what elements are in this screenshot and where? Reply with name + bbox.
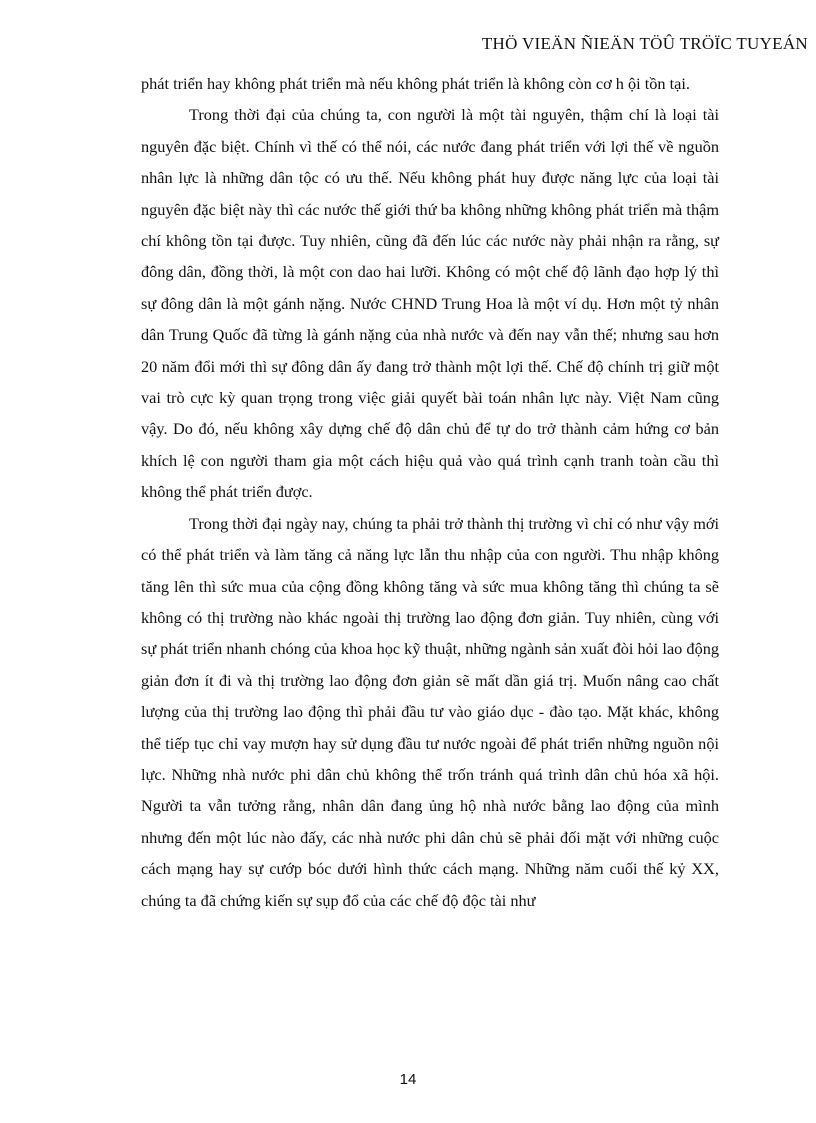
paragraph-continued: phát triển hay không phát triển mà nếu không phát triển là không còn cơ h ội tồn tại. xyxy=(141,74,690,93)
paragraph: Trong thời đại của chúng ta, con người là một tài nguyên, thậm chí là loại tài nguyên đặc biệt. Chính vì thế có thể nói, các nước đang phát triển với lợi thế về nguồn nhân lực là những dân tộc có ưu thế. Nếu không phát huy được năng lực của loại tài nguyên đặc biệt này thì các nước thế giới thứ ba không những không phát triển mà thậm chí không tồn tại được. Tuy nhiên, cũng đã đến lúc các nước này phải nhận ra rằng, sự đông dân, đồng thời, là một con dao hai lưỡi. Không có một chế độ lãnh đạo hợp lý thì sự đông dân là một gánh nặng. Nước CHND Trung Hoa là một ví dụ. Hơn một tỷ nhân dân Trung Quốc đã từng là gánh nặng của nhà nước và đến nay vẫn thế; nhưng sau hơn 20 năm đổi mới thì sự đông dân ấy đang trở thành một lợi thế. Chế độ chính trị giữ một vai trò cực kỳ quan trọng trong việc giải quyết bài toán nhân lực này. Việt Nam cũng vậy. Do đó, nếu không xây dựng chế độ dân chủ để tự do trở thành cảm hứng cơ bản khích lệ con người tham gia một cách hiệu quả vào quá trình cạnh tranh toàn cầu thì không thể phát triển được. xyxy=(141,105,719,502)
page-number: 14 xyxy=(399,1071,417,1088)
paragraph: Trong thời đại ngày nay, chúng ta phải trở thành thị trường vì chỉ có như vậy mới có thể phát triển và làm tăng cả năng lực lẫn thu nhập của con người. Thu nhập không tăng lên thì sức mua của cộng đồng không tăng và sức mua không tăng thì chúng ta sẽ không có thị trường nào khác ngoài thị trường lao động đơn giản. Tuy nhiên, cùng với sự phát triển nhanh chóng của khoa học kỹ thuật, những ngành sản xuất đòi hỏi lao động giản đơn ít đi và thị trường lao động đơn giản sẽ mất dần giá trị. Muốn nâng cao chất lượng của thị trường lao động thì phải đầu tư vào giáo dục - đào tạo. Mặt khác, không thể tiếp tục chỉ vay mượn hay sử dụng đầu tư nước ngoài để phát triển những nguồn nội lực. Những nhà nước phi dân chủ không thể trốn tránh quá trình dân chủ hóa xã hội. Người ta vẫn tưởng rằng, nhân dân đang ủng hộ nhà nước bằng lao động của mình nhưng đến một lúc nào đấy, các nhà nước phi dân chủ sẽ phải đối mặt với những cuộc cách mạng hay sự cướp bóc dưới hình thức cách mạng. Những năm cuối thế kỷ XX, chúng ta đã chứng kiến sự sụp đổ của các chế độ độc tài như xyxy=(141,513,719,910)
document-body xyxy=(141,68,719,916)
running-header: THÖ VIEÄN ÑIEÄN TÖÛ TRÖÏC TUYEÁN xyxy=(481,34,808,53)
